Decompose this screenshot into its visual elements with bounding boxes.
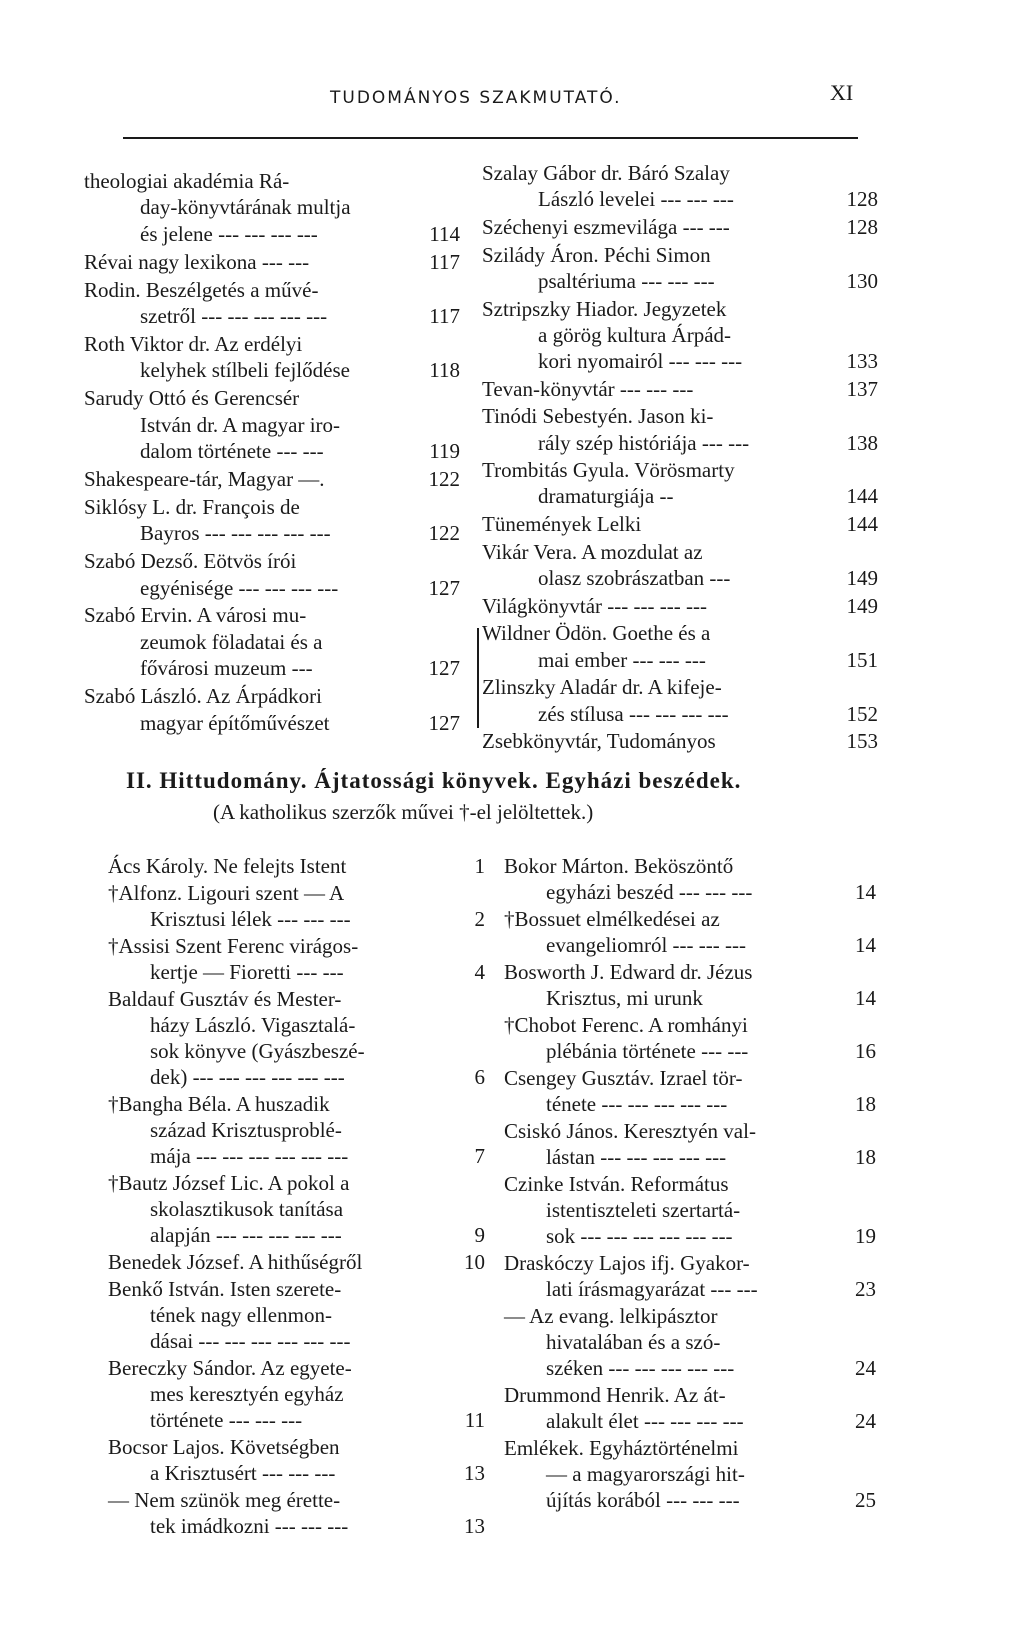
page-ref: 118 [429, 358, 460, 383]
page-ref: 18 [855, 1092, 876, 1116]
page-ref: 127 [428, 710, 460, 735]
page-ref: 7 [474, 1144, 485, 1168]
page-ref: 4 [474, 960, 485, 984]
entry-continuation: László levelei --- --- --- [538, 187, 734, 212]
entry-title: Siklósy L. dr. François de [84, 494, 300, 519]
entry-continuation: története --- --- --- [150, 1408, 303, 1432]
entry-title: †Bossuet elmélkedései az [504, 907, 720, 931]
entry-title: Szabó Ervin. A városi mu- [84, 603, 307, 628]
page-ref: 151 [846, 647, 878, 672]
page-ref: 127 [428, 575, 460, 600]
page-ref: 149 [846, 566, 878, 590]
entry-title: Vikár Vera. A mozdulat az [482, 539, 703, 564]
entry-title: †Assisi Szent Ferenc virágos- [108, 934, 359, 958]
page-ref: 114 [429, 221, 460, 246]
entry-title: Bocsor Lajos. Követségben [108, 1435, 340, 1459]
entry-title: Baldauf Gusztáv és Mester- [108, 987, 342, 1011]
entry-title: Zsebkönyvtár, Tudományos [482, 729, 716, 754]
entry-title: Szabó László. Az Árpádkori [84, 684, 322, 709]
entry-title: Bereczky Sándor. Az egyete- [108, 1356, 352, 1380]
entry-continuation: evangeliomról --- --- --- [546, 933, 746, 957]
entry-continuation: day-könyvtárának multja [140, 195, 351, 220]
running-title: TUDOMÁNYOS SZAKMUTATÓ. [330, 88, 622, 108]
page-ref: 128 [846, 214, 878, 239]
page-ref: 119 [429, 439, 460, 463]
entry-title: Bokor Márton. Beköszöntő [504, 854, 734, 878]
page-ref: 144 [846, 512, 878, 537]
entry-title: Roth Viktor dr. Az erdélyi [84, 331, 303, 356]
entry-continuation: istentiszteleti szertartá- [546, 1198, 741, 1222]
entry-continuation: alakult élet --- --- --- --- [546, 1409, 744, 1433]
entry-continuation: olasz szobrászatban --- [538, 566, 731, 590]
entry-title: Wildner Ödön. Goethe és a [482, 621, 711, 646]
entry-continuation: plébánia története --- --- [546, 1039, 749, 1063]
entry-continuation: házy László. Vigasztalá- [150, 1013, 356, 1037]
entry-continuation: század Krisztusproblé- [150, 1118, 342, 1142]
page-ref: 25 [855, 1488, 876, 1512]
entry-title: Czinke István. Református [504, 1172, 729, 1196]
page-ref: 18 [855, 1145, 876, 1169]
entry-continuation: dek) --- --- --- --- --- --- [150, 1065, 345, 1089]
page-ref: 16 [855, 1039, 876, 1063]
page-ref: 1 [474, 854, 485, 878]
entry-continuation: magyar építőművészet [140, 710, 330, 735]
page-ref: 11 [464, 1408, 485, 1432]
page-ref: 144 [846, 484, 878, 509]
entry-continuation: rály szép históriája --- --- [538, 430, 750, 455]
entry-continuation: egyénisége --- --- --- --- [140, 575, 339, 600]
column-divider-top [477, 628, 479, 728]
page-ref: 14 [855, 986, 876, 1010]
entry-continuation: sok --- --- --- --- --- --- [546, 1224, 733, 1248]
entry-title: Szalay Gábor dr. Báró Szalay [482, 161, 730, 185]
entry-title: Tinódi Sebestyén. Jason ki- [482, 404, 714, 429]
entry-continuation: kertje — Fioretti --- --- [150, 960, 344, 984]
entry-continuation: a görög kultura Árpád- [538, 322, 732, 347]
page-ref: 23 [855, 1277, 876, 1301]
page-ref: 149 [846, 593, 878, 618]
entry-continuation: Krisztus, mi urunk [546, 986, 703, 1010]
page-ref: 13 [464, 1461, 485, 1485]
entry-continuation: a Krisztusért --- --- --- [150, 1461, 336, 1485]
entry-continuation: Bayros --- --- --- --- --- [140, 521, 331, 546]
header-rule [123, 137, 858, 139]
entry-continuation: dásai --- --- --- --- --- --- [150, 1329, 351, 1353]
entry-continuation: zeumok föladatai és a [140, 629, 323, 654]
page-ref: 127 [428, 656, 460, 681]
page-ref: 9 [474, 1223, 485, 1247]
entry-continuation: kori nyomairól --- --- --- [538, 348, 743, 373]
page-ref: 122 [428, 466, 460, 491]
page-ref: 24 [855, 1409, 876, 1433]
entry-title: Tünemények Lelki [482, 512, 642, 537]
entry-continuation: hivatalában és a szó- [546, 1330, 721, 1354]
entry-continuation: ténete --- --- --- --- --- [546, 1092, 728, 1116]
section-heading: II. Hittudomány. Ájtatossági könyvek. Egyházi beszédek. [126, 768, 742, 793]
entry-continuation: mes keresztyén egyház [150, 1382, 344, 1406]
entry-continuation: fővárosi muzeum --- [140, 656, 313, 681]
entry-continuation: István dr. A magyar iro- [140, 412, 341, 437]
entry-title: — Nem szünök meg érette- [108, 1488, 341, 1512]
entry-continuation: psaltériuma --- --- --- [538, 268, 715, 293]
entry-continuation: lástan --- --- --- --- --- [546, 1145, 727, 1169]
entry-title: Világkönyvtár --- --- --- --- [482, 593, 707, 618]
entry-title: Shakespeare-tár, Magyar —. [84, 466, 325, 491]
entry-continuation: és jelene --- --- --- --- [140, 221, 318, 246]
entry-title: Rodin. Beszélgetés a művé- [84, 277, 319, 302]
entry-title: Széchenyi eszmevilága --- --- [482, 214, 730, 239]
page-ref: 24 [855, 1356, 876, 1380]
page-ref: 138 [846, 430, 878, 455]
page-ref: 130 [846, 268, 878, 293]
entry-title: †Alfonz. Ligouri szent — A [108, 881, 345, 905]
entry-continuation: dalom története --- --- [140, 439, 324, 463]
entry-continuation: skolasztikusok tanítása [150, 1197, 344, 1221]
entry-title: Sztripszky Hiador. Jegyzetek [482, 296, 727, 321]
entry-continuation: mája --- --- --- --- --- --- [150, 1144, 349, 1168]
entry-title: Csiskó János. Keresztyén val- [504, 1119, 756, 1143]
page-ref: 19 [855, 1224, 876, 1248]
entry-title: Bosworth J. Edward dr. Jézus [504, 960, 753, 984]
entry-title: theologiai akadémia Rá- [84, 169, 290, 193]
entry-continuation: mai ember --- --- --- [538, 647, 706, 672]
page-ref: 152 [846, 701, 878, 726]
page-ref: 6 [474, 1065, 485, 1089]
page-ref: 128 [846, 187, 878, 212]
page-ref: 133 [846, 348, 878, 373]
entry-title: Sarudy Ottó és Gerencsér [84, 386, 300, 411]
entry-title: Révai nagy lexikona --- --- [84, 249, 310, 274]
entry-continuation: alapján --- --- --- --- --- [150, 1223, 342, 1247]
entry-title: — Az evang. lelkipásztor [504, 1304, 718, 1328]
entry-continuation: szetről --- --- --- --- --- [140, 304, 328, 328]
page-ref: 14 [855, 933, 876, 957]
entry-continuation: egyházi beszéd --- --- --- [546, 880, 753, 904]
page-ref: 10 [464, 1250, 485, 1274]
section-subtitle: (A katholikus szerzők művei †-el jelöltettek.) [213, 800, 594, 824]
entry-title: Benkő István. Isten szerete- [108, 1277, 342, 1301]
page-ref: 13 [464, 1514, 485, 1538]
entry-title: †Bautz József Lic. A pokol a [108, 1171, 350, 1195]
entry-continuation: zés stílusa --- --- --- --- [538, 701, 729, 726]
entry-title: Szabó Dezső. Eötvös írói [84, 549, 297, 574]
entry-continuation: sok könyve (Gyászbeszé- [150, 1039, 365, 1063]
entry-continuation: kelyhek stílbeli fejlődése [140, 358, 350, 383]
entry-title: Zlinszky Aladár dr. A kifeje- [482, 675, 722, 700]
entry-continuation: — a magyarországi hit- [546, 1462, 745, 1486]
entry-continuation: tek imádkozni --- --- --- [150, 1514, 349, 1538]
page-ref: 14 [855, 880, 876, 904]
entry-title: Benedek József. A hithűségről [108, 1250, 363, 1274]
page-number: XI [830, 80, 854, 105]
entry-continuation: Krisztusi lélek --- --- --- [150, 907, 351, 931]
entry-continuation: tének nagy ellenmon- [150, 1303, 332, 1327]
page-ref: 137 [846, 376, 878, 401]
page-ref: 2 [474, 907, 485, 931]
entry-title: Szilády Áron. Péchi Simon [482, 242, 711, 267]
entry-title: Emlékek. Egyháztörténelmi [504, 1436, 739, 1460]
entry-title: †Chobot Ferenc. A romhányi [504, 1013, 748, 1037]
entry-title: Csengey Gusztáv. Izrael tör- [504, 1066, 743, 1090]
entry-title: Draskóczy Lajos ifj. Gyakor- [504, 1251, 750, 1275]
entry-title: Drummond Henrik. Az át- [504, 1383, 726, 1407]
page-ref: 117 [429, 249, 460, 274]
page-ref: 153 [846, 729, 878, 754]
entry-continuation: lati írásmagyarázat --- --- [546, 1277, 758, 1301]
page-ref: 117 [429, 304, 460, 328]
entry-continuation: újítás korából --- --- --- [546, 1488, 740, 1512]
entry-title: Trombitás Gyula. Vörösmarty [482, 458, 735, 483]
entry-title: †Bangha Béla. A huszadik [108, 1092, 330, 1116]
page-ref: 122 [428, 521, 460, 546]
entry-continuation: széken --- --- --- --- --- [546, 1356, 735, 1380]
entry-title: Ács Károly. Ne felejts Istent [108, 854, 347, 878]
entry-continuation: dramaturgiája -- [538, 484, 674, 509]
entry-title: Tevan-könyvtár --- --- --- [482, 376, 694, 401]
